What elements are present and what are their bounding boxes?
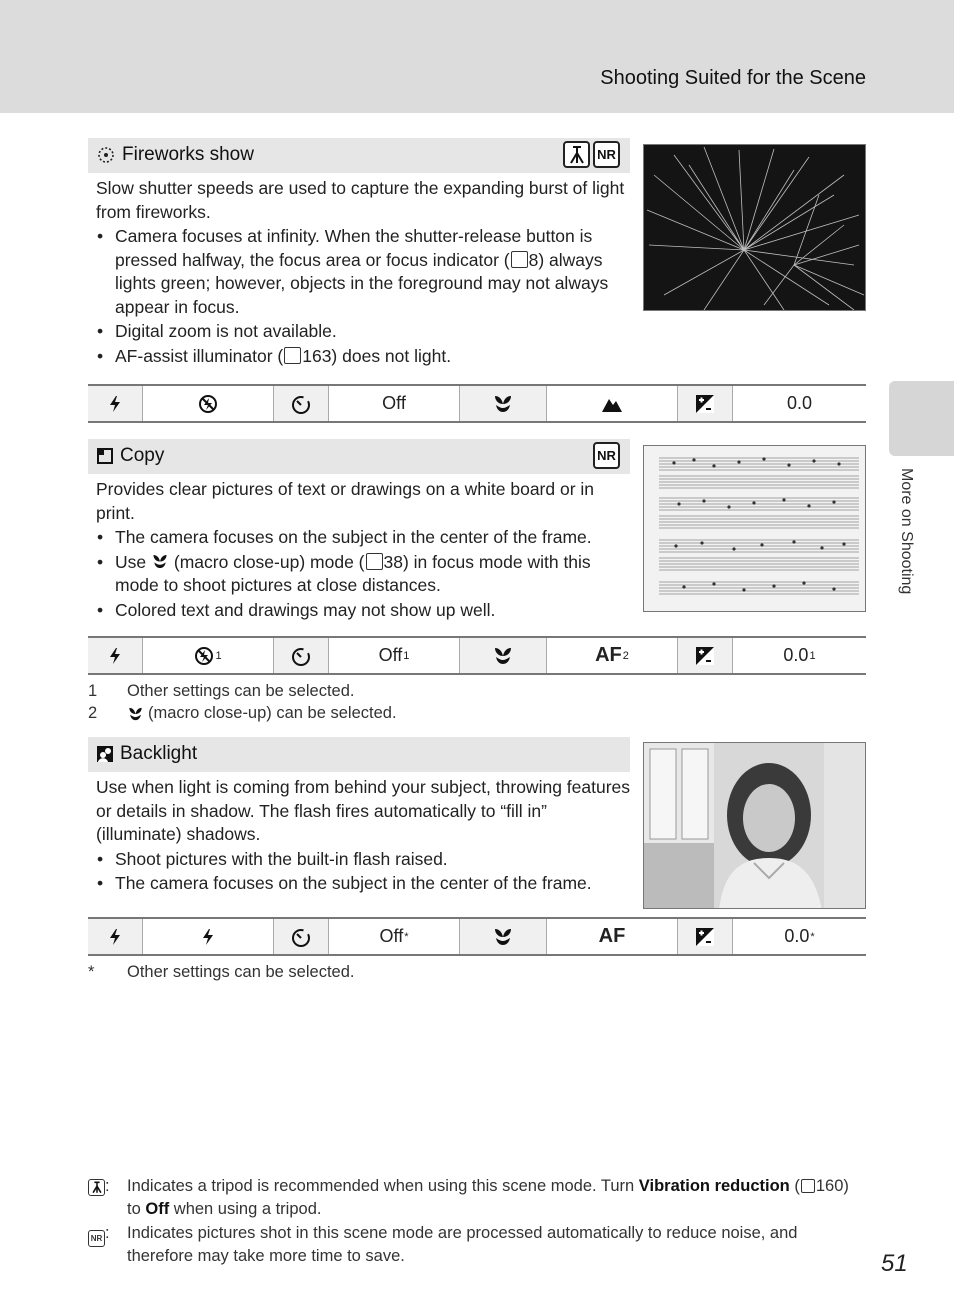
flash-off-icon: [194, 646, 214, 666]
copy-flash-setting: 1: [143, 638, 274, 673]
fireworks-description: [96, 177, 630, 369]
copy-section-header: [88, 439, 630, 474]
noise-reduction-icon: NR: [593, 442, 620, 469]
flash-mode-icon: [88, 386, 143, 421]
fireworks-title: Fireworks show: [122, 144, 254, 165]
fireworks-bullet-2: • Digital zoom is not available.: [96, 320, 630, 344]
copy-description: [96, 478, 630, 623]
copy-footnote-2: 2 (macro close-up) can be selected.: [88, 704, 397, 722]
reference-book-icon: [366, 553, 383, 570]
fireworks-section-header: [88, 138, 630, 173]
flash-off-icon: [143, 386, 274, 421]
copy-bullet-3: • Colored text and drawings may not show up well.: [96, 599, 630, 623]
backlight-exposure-value: 0.0 *: [784, 926, 815, 946]
backlight-settings-row: [88, 917, 866, 956]
backlight-self-timer-value: Off *: [329, 919, 460, 954]
copy-exposure-value: 0.0 1: [783, 645, 816, 665]
side-tab: [889, 381, 954, 456]
page-number: 51: [881, 1250, 908, 1277]
copy-title: Copy: [120, 445, 165, 466]
sheet-music-photo: [643, 445, 866, 612]
copy-settings-row: [88, 636, 866, 675]
side-tab-label: More on Shooting: [898, 468, 915, 595]
fill-flash-icon: [143, 919, 274, 954]
backlight-footnote: * Other settings can be selected.: [88, 963, 355, 981]
copy-focus-value: AF 2: [547, 638, 678, 673]
copy-bullet-2: • Use (macro close-up) mode ( 38) in focus mode with this mode to shoot pictures at close distances.: [96, 551, 630, 598]
fireworks-bullet-1: • Camera focuses at infinity. When the shutter-release button is pressed halfway, the focus area or focus indicator ( 8) always lights green; however, objects in the foreground may not always appear in focus.: [96, 225, 630, 319]
fireworks-self-timer-value: Off: [329, 386, 460, 421]
fireworks-icon: [96, 145, 116, 165]
copy-intro: Provides clear pictures of text or drawings on a white board or in print.: [96, 479, 595, 523]
exposure-compensation-icon: [678, 386, 733, 421]
legend-noise-reduction: NR : Indicates pictures shot in this scene mode are processed automatically to reduce noise, and therefore may take more time to save.: [88, 1222, 858, 1268]
page-header-title: Shooting Suited for the Scene: [600, 67, 866, 89]
backlight-bullet-2: • The camera focuses on the subject in the center of the frame.: [96, 872, 630, 896]
fireworks-settings-row: [88, 384, 866, 423]
macro-icon: [127, 706, 144, 722]
autofocus-icon: AF: [598, 925, 626, 947]
copy-self-timer-value: Off 1: [329, 638, 460, 673]
focus-mode-icon: [460, 386, 547, 421]
legend-tripod: : Indicates a tripod is recommended when using this scene mode. Turn Vibration reduction ( 160) to Off when using a tripod.: [88, 1175, 858, 1221]
focus-mode-icon: [460, 919, 547, 954]
copy-icon: [96, 447, 114, 465]
self-timer-icon: [274, 386, 329, 421]
tripod-icon: [563, 141, 590, 168]
backlight-focus-value: [547, 919, 678, 954]
noise-reduction-icon: NR: [88, 1230, 105, 1247]
fireworks-intro: Slow shutter speeds are used to capture the expanding burst of light from fireworks.: [96, 178, 625, 222]
backlight-portrait-photo: [643, 742, 866, 909]
reference-book-icon: [511, 251, 528, 268]
backlight-bullet-1: • Shoot pictures with the built-in flash raised.: [96, 848, 630, 872]
fireworks-exposure-value: 0.0: [786, 393, 813, 413]
reference-book-icon: [284, 347, 301, 364]
reference-book-icon: [801, 1179, 815, 1193]
flash-mode-icon: [88, 919, 143, 954]
copy-bullet-1: • The camera focuses on the subject in the center of the frame.: [96, 526, 630, 550]
infinity-mountain-icon: [547, 386, 678, 421]
macro-icon: [151, 553, 169, 570]
flash-mode-icon: [88, 638, 143, 673]
fireworks-photo: [643, 144, 866, 311]
focus-mode-icon: [460, 638, 547, 673]
self-timer-icon: [274, 638, 329, 673]
noise-reduction-icon: NR: [593, 141, 620, 168]
exposure-compensation-icon: [678, 919, 733, 954]
backlight-description: [96, 776, 630, 897]
tripod-icon: [88, 1179, 105, 1196]
self-timer-icon: [274, 919, 329, 954]
exposure-compensation-icon: [678, 638, 733, 673]
copy-footnote-1: 1 Other settings can be selected.: [88, 682, 355, 700]
autofocus-icon: AF: [595, 644, 622, 666]
header-band: [0, 0, 954, 113]
backlight-title: Backlight: [120, 743, 198, 764]
fireworks-bullet-3: • AF-assist illuminator ( 163) does not light.: [96, 345, 630, 369]
backlight-section-header: [88, 737, 630, 772]
backlight-icon: [96, 745, 114, 763]
backlight-intro: Use when light is coming from behind your subject, throwing features or details in shadow. The flash fires automatically to “fill in” (illuminate) shadows.: [96, 777, 631, 844]
